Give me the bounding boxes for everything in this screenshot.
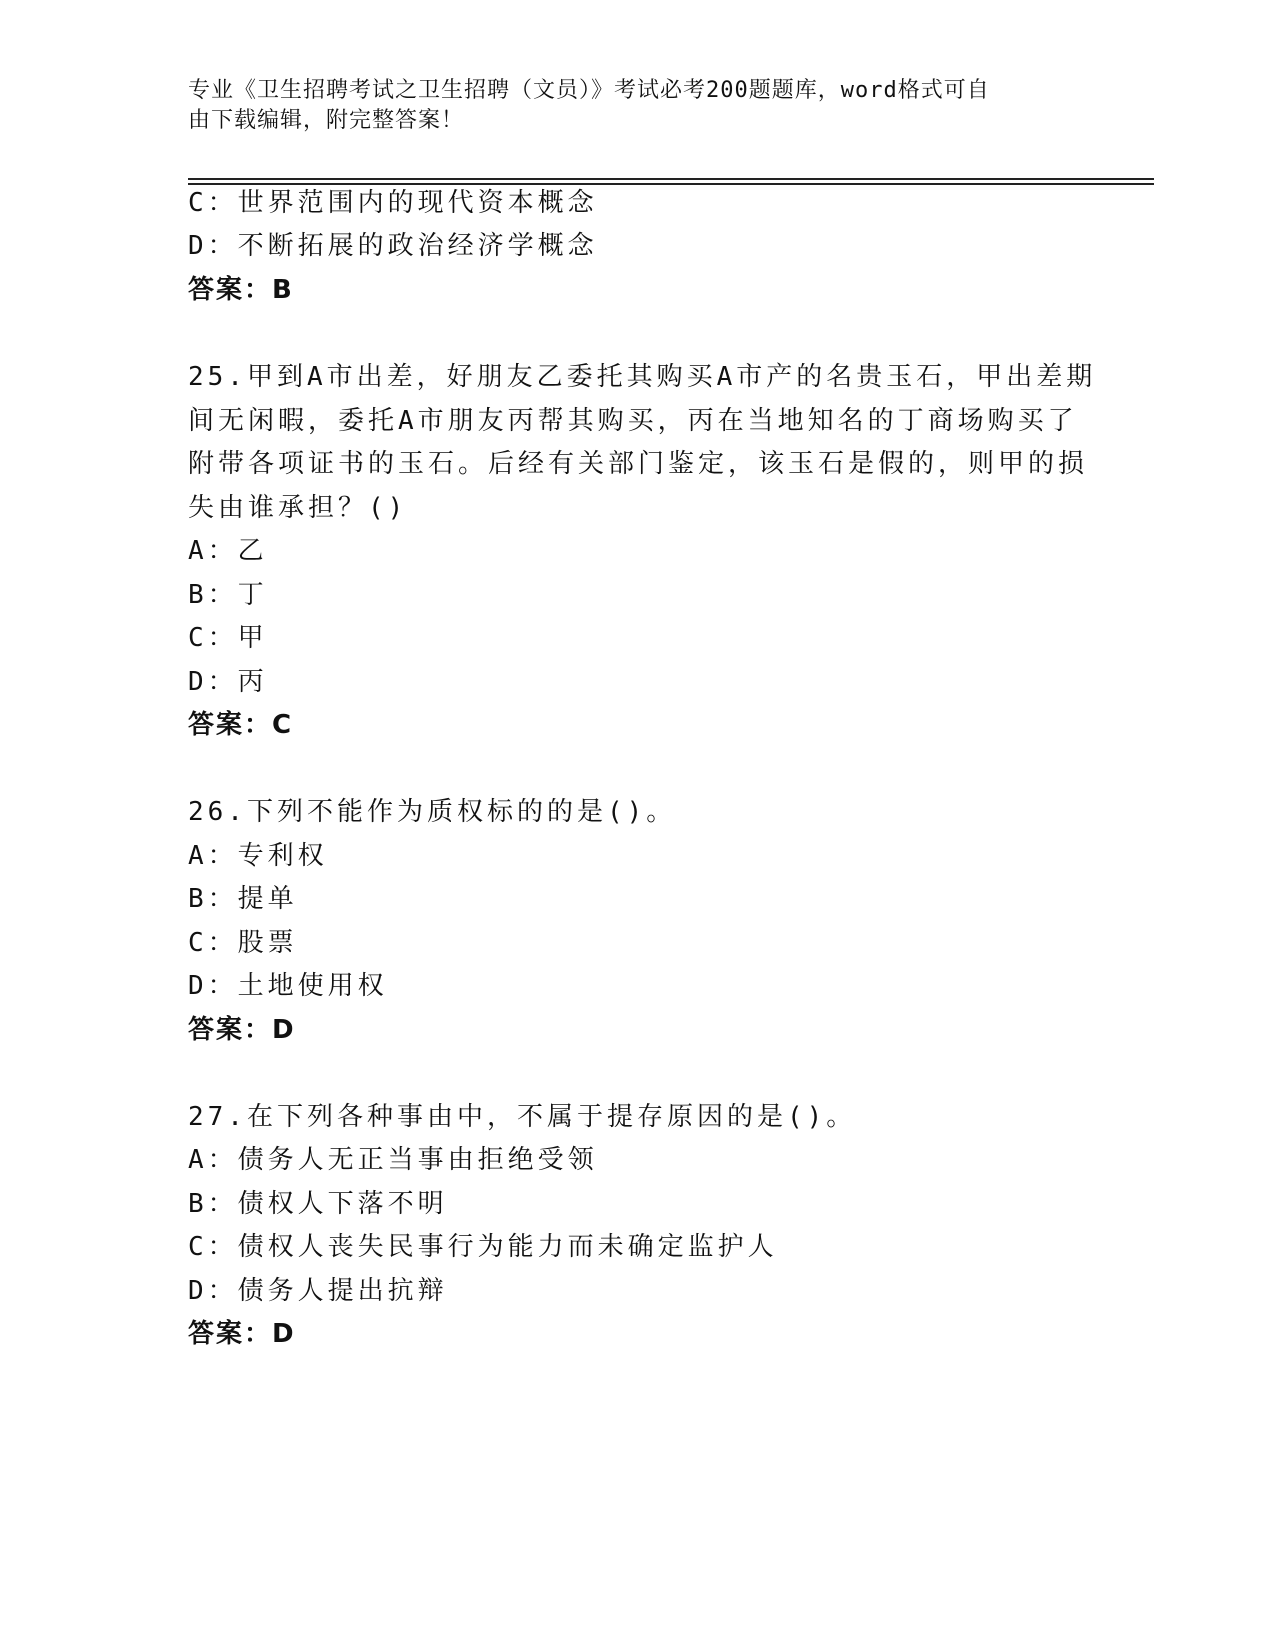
option-line: B：债权人下落不明: [188, 1189, 448, 1219]
option-line: C：甲: [188, 623, 268, 653]
option-line: B：丁: [188, 580, 268, 610]
option-line: A：债务人无正当事由拒绝受领: [188, 1145, 598, 1175]
document-header: [188, 76, 1088, 136]
question-stem-line: 间无闲暇，委托A市朋友丙帮其购买，丙在当地知名的丁商场购买了: [188, 406, 1078, 436]
header-line-1: 专业《卫生招聘考试之卫生招聘（文员）》考试必考200题题库，word格式可自: [188, 78, 990, 103]
question-stem-line: 失由谁承担？(): [188, 493, 408, 523]
question-stem-line: 附带各项证书的玉石。后经有关部门鉴定，该玉石是假的，则甲的损: [188, 449, 1089, 479]
option-line: C：股票: [188, 928, 298, 958]
question-stem-line: 25.甲到A市出差，好朋友乙委托其购买A市产的名贵玉石，甲出差期: [188, 362, 1097, 392]
option-line: C：世界范围内的现代资本概念: [188, 188, 598, 218]
option-line: D：丙: [188, 667, 268, 697]
option-line: A：乙: [188, 536, 268, 566]
header-divider-top: [188, 178, 1154, 180]
question-stem-line: 26.下列不能作为质权标的的是()。: [188, 797, 677, 827]
answer-line: 答案：D: [188, 1015, 296, 1045]
answer-line: 答案：B: [188, 275, 294, 305]
option-line: D：不断拓展的政治经济学概念: [188, 231, 598, 261]
question-stem-line: 27.在下列各种事由中，不属于提存原因的是()。: [188, 1102, 857, 1132]
option-line: D：土地使用权: [188, 971, 388, 1001]
answer-line: 答案：D: [188, 1319, 296, 1349]
header-line-2: 由下载编辑，附完整答案！: [188, 108, 465, 133]
option-line: C：债权人丧失民事行为能力而未确定监护人: [188, 1232, 778, 1262]
option-line: D：债务人提出抗辩: [188, 1276, 448, 1306]
option-line: B：提单: [188, 884, 298, 914]
option-line: A：专利权: [188, 841, 328, 871]
answer-line: 答案：C: [188, 710, 294, 740]
